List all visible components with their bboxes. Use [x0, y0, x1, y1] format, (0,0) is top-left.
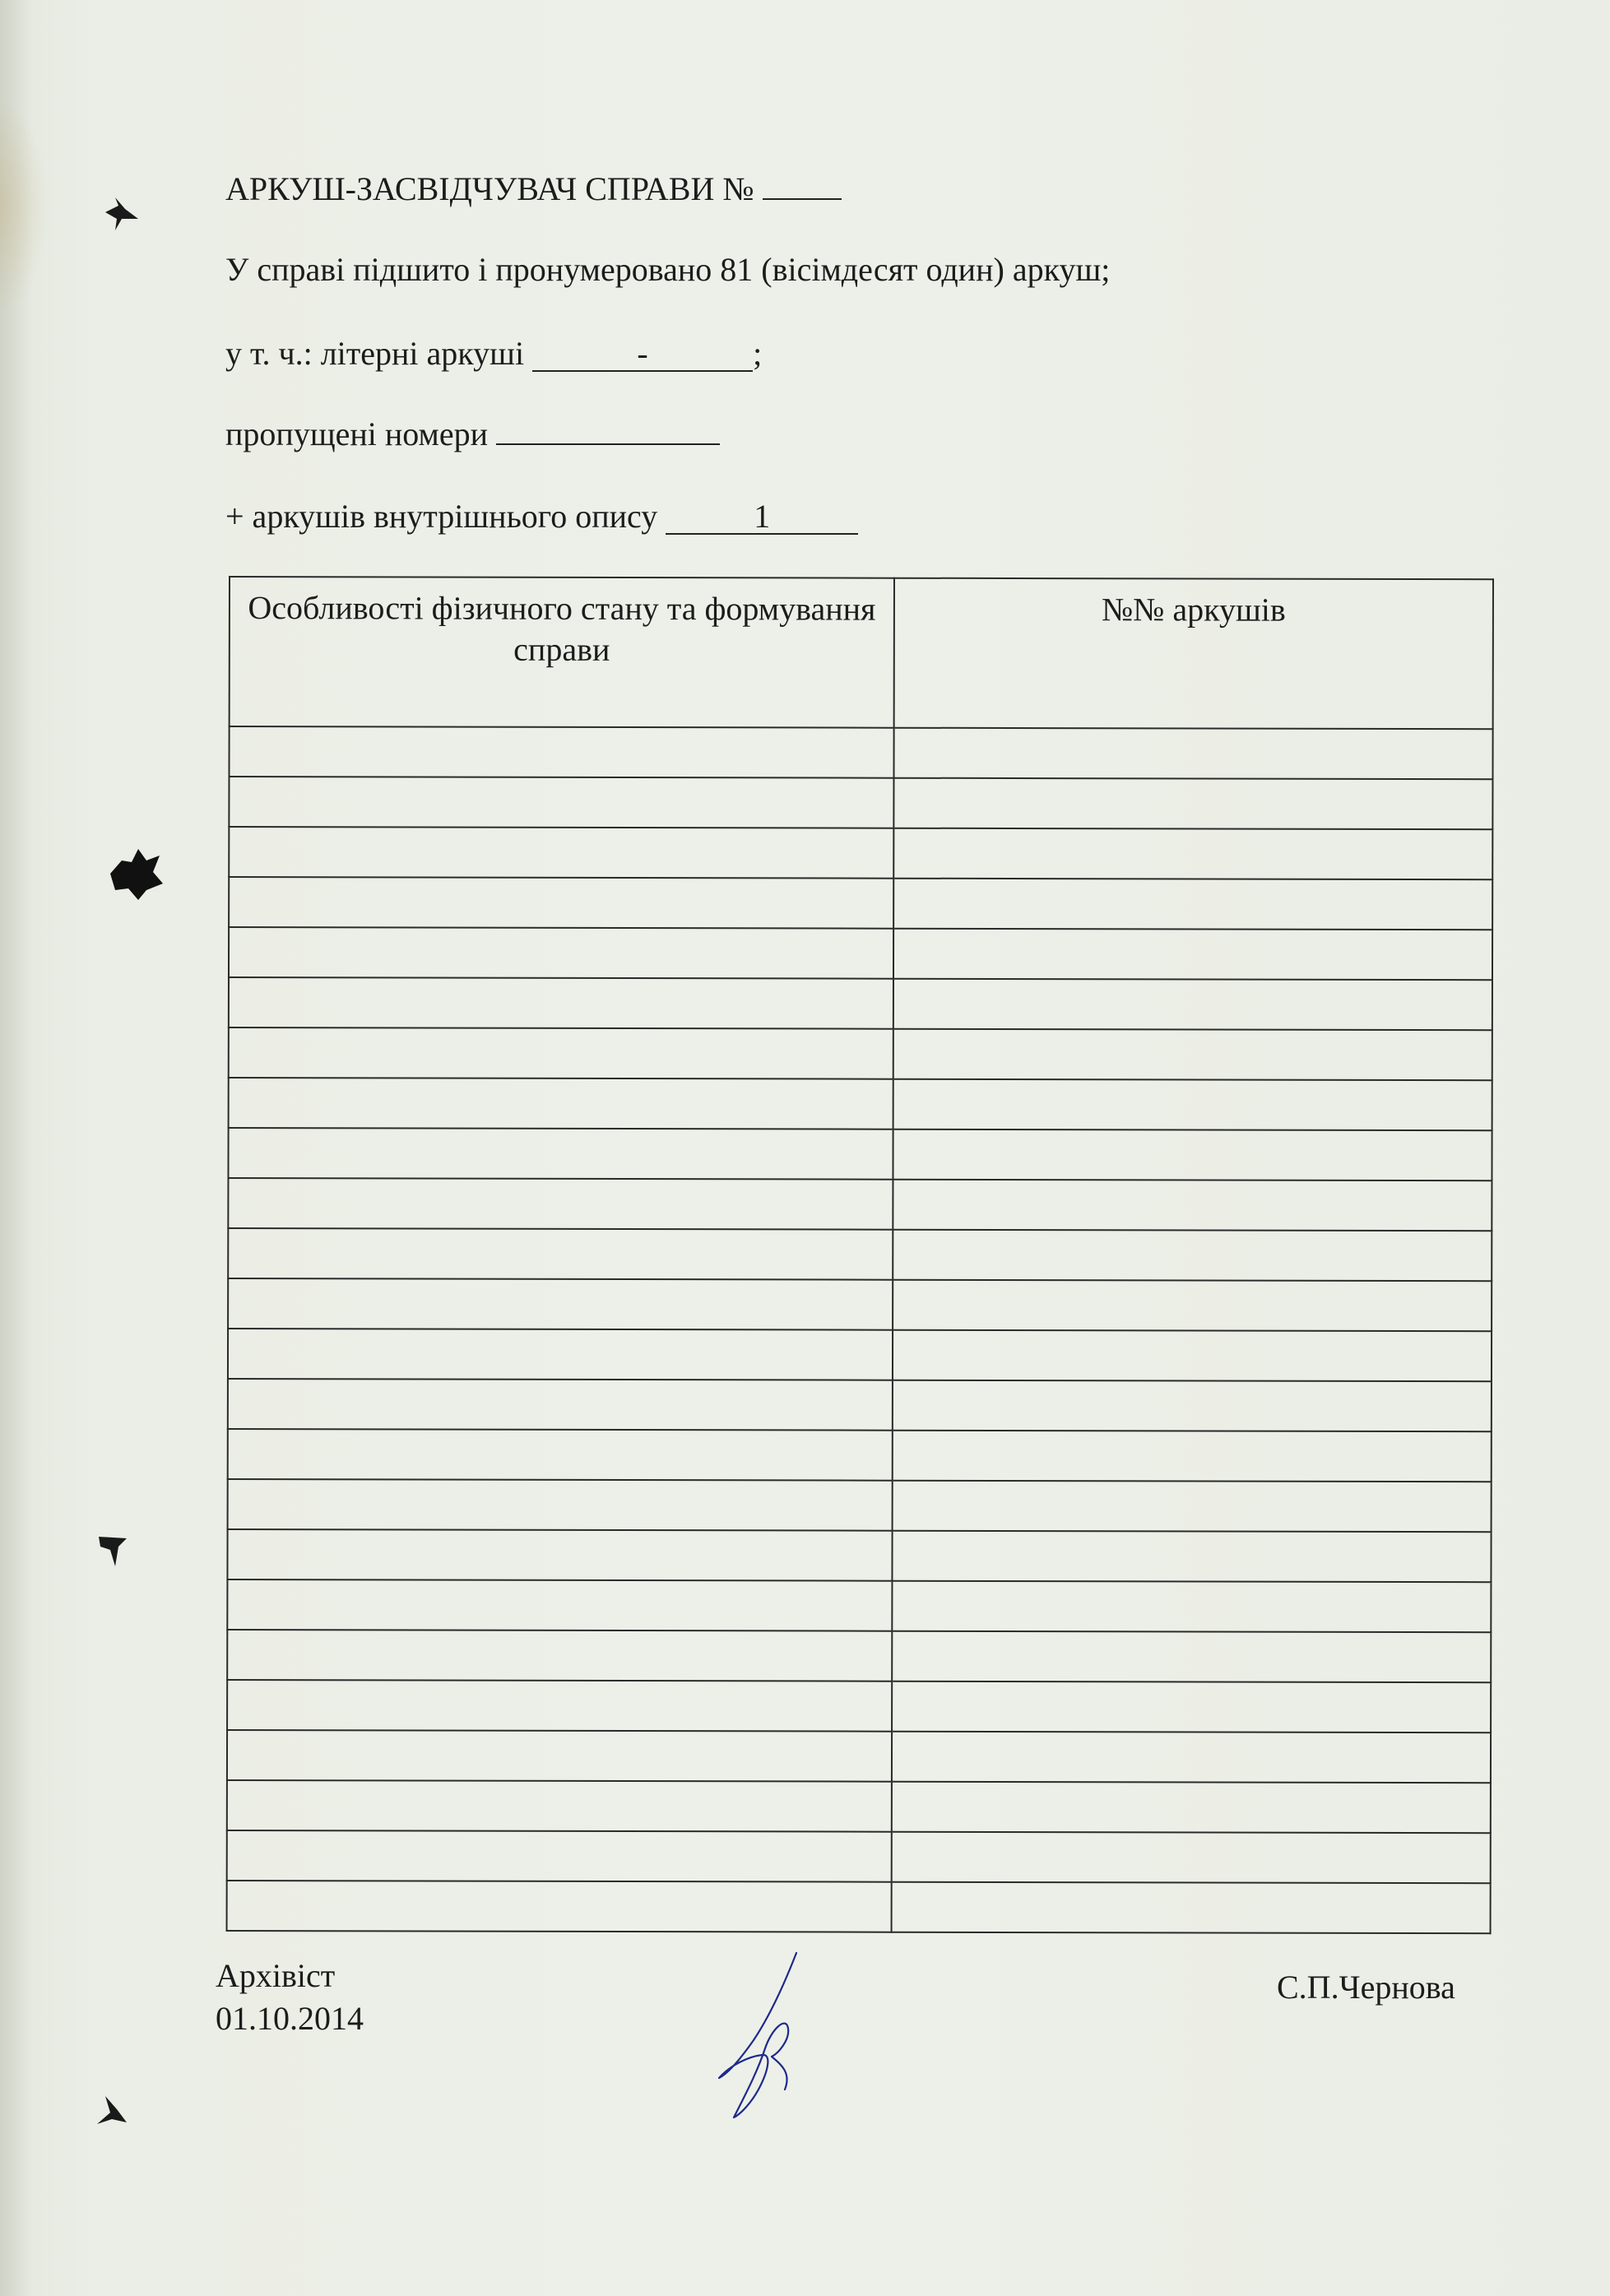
- letter-pages-line: [225, 334, 762, 373]
- table-row: [228, 1379, 1492, 1431]
- condition-cell: [227, 1529, 892, 1581]
- condition-cell: [228, 1228, 893, 1280]
- sheet-numbers-cell: [893, 728, 1492, 780]
- table-row: [227, 1529, 1491, 1582]
- sheet-numbers-cell: [893, 828, 1492, 880]
- letter-pages-label: у т. ч.: літерні аркуші: [225, 335, 525, 372]
- sheet-numbers-cell: [893, 929, 1492, 981]
- table-row: [227, 1630, 1491, 1682]
- sheet-numbers-cell: [893, 1380, 1492, 1432]
- document-title: АРКУШ-ЗАСВІДЧУВАЧ СПРАВИ №: [225, 170, 754, 207]
- archivist-position: Архівіст: [216, 1957, 336, 1994]
- sheet-numbers-cell: [892, 1681, 1491, 1733]
- condition-cell: [229, 1078, 893, 1129]
- condition-cell: [228, 1178, 893, 1230]
- condition-cell: [228, 1329, 893, 1380]
- sheet-numbers-cell: [893, 1129, 1492, 1181]
- col-header-condition: Особливості фізичного стану та формування справи: [230, 577, 894, 728]
- table-row: [227, 1730, 1491, 1783]
- sheet-numbers-cell: [892, 1732, 1491, 1783]
- sheet-numbers-cell: [893, 1180, 1492, 1231]
- table-row: [228, 1329, 1492, 1381]
- condition-cell: [229, 827, 893, 879]
- sheet-numbers-cell: [892, 1882, 1491, 1934]
- condition-cell: [229, 977, 893, 1029]
- condition-cell: [227, 1579, 892, 1631]
- table-row: [229, 777, 1492, 829]
- punch-hole-icon: [97, 194, 143, 235]
- table-row: [229, 877, 1492, 930]
- condition-cell: [228, 1379, 893, 1431]
- condition-cell: [228, 1429, 893, 1481]
- condition-cell: [228, 1278, 893, 1330]
- punch-hole-icon: [94, 1528, 135, 1575]
- sheet-numbers-cell: [892, 1531, 1491, 1583]
- table-row: [228, 1278, 1492, 1331]
- case-number-field: [763, 198, 842, 200]
- missed-numbers-line: [225, 415, 720, 454]
- condition-cell: [227, 1780, 892, 1832]
- sheet-numbers-cell: [893, 778, 1492, 830]
- sheet-numbers-cell: [892, 1581, 1491, 1633]
- archivist-name: С.П.Чернова: [1277, 1969, 1455, 2006]
- table-row: [229, 1078, 1492, 1130]
- table-row: [229, 927, 1492, 980]
- table-row: [228, 1128, 1492, 1180]
- sheet-numbers-cell: [893, 1481, 1492, 1533]
- letter-pages-end: ;: [753, 335, 763, 372]
- table-row: [228, 1479, 1492, 1532]
- col-header-sheet-numbers: №№ аркушів: [894, 578, 1493, 730]
- missed-numbers-field: [496, 443, 720, 445]
- sheet-numbers-cell: [892, 1631, 1491, 1683]
- inventory-field: 1: [666, 500, 858, 535]
- table-row: [229, 827, 1492, 879]
- table-row: [227, 1881, 1491, 1933]
- table-row: [228, 1228, 1492, 1281]
- condition-cell: [227, 1881, 892, 1932]
- sheet-numbers-cell: [893, 979, 1492, 1031]
- condition-cell: [227, 1630, 892, 1681]
- letter-pages-field: -: [532, 337, 753, 372]
- inventory-label: + аркушів внутрішнього опису: [225, 498, 658, 535]
- condition-cell: [227, 1680, 892, 1732]
- table-body: [227, 726, 1493, 1933]
- sheet-numbers-cell: [893, 1280, 1492, 1332]
- table-row: [229, 977, 1492, 1030]
- sheet-numbers-cell: [892, 1782, 1491, 1834]
- table-row: [227, 1780, 1491, 1833]
- paper-stain: [0, 99, 49, 313]
- handwritten-signature: [712, 1950, 811, 2122]
- table-row: [227, 1579, 1491, 1632]
- condition-cell: [229, 927, 893, 979]
- pages-count-line: У справі підшито і пронумеровано 81 (вісімдесят один) аркуш;: [225, 251, 1111, 288]
- table-row: [229, 726, 1492, 779]
- condition-cell: [228, 1128, 893, 1180]
- punch-hole-icon: [90, 2090, 132, 2136]
- condition-cell: [229, 777, 893, 828]
- table-row: [227, 1830, 1491, 1883]
- condition-cell: [227, 1730, 892, 1782]
- table-row: [229, 1027, 1492, 1080]
- condition-cell: [229, 877, 893, 929]
- punch-hole-icon: [105, 844, 168, 903]
- document-title-line: [225, 169, 842, 209]
- sheet-numbers-cell: [893, 1079, 1492, 1131]
- sheet-numbers-cell: [893, 1330, 1492, 1382]
- missed-numbers-label: пропущені номери: [225, 415, 489, 452]
- condition-cell: [229, 726, 893, 778]
- physical-condition-table: [226, 576, 1494, 1934]
- paper-edge-shadow: [0, 0, 33, 2296]
- sheet-numbers-cell: [893, 879, 1492, 930]
- sheet-numbers-cell: [893, 1230, 1492, 1282]
- table-header-row: [230, 577, 1493, 729]
- sheet-numbers-cell: [893, 1431, 1492, 1482]
- table-row: [227, 1680, 1491, 1732]
- condition-cell: [228, 1479, 893, 1531]
- signature-date: 01.10.2014: [216, 2000, 364, 2037]
- inventory-line: [225, 497, 858, 536]
- sheet-numbers-cell: [893, 1029, 1492, 1081]
- table-row: [228, 1429, 1492, 1482]
- table-row: [228, 1178, 1492, 1231]
- condition-cell: [229, 1027, 893, 1079]
- sheet-numbers-cell: [892, 1832, 1491, 1884]
- condition-cell: [227, 1830, 892, 1882]
